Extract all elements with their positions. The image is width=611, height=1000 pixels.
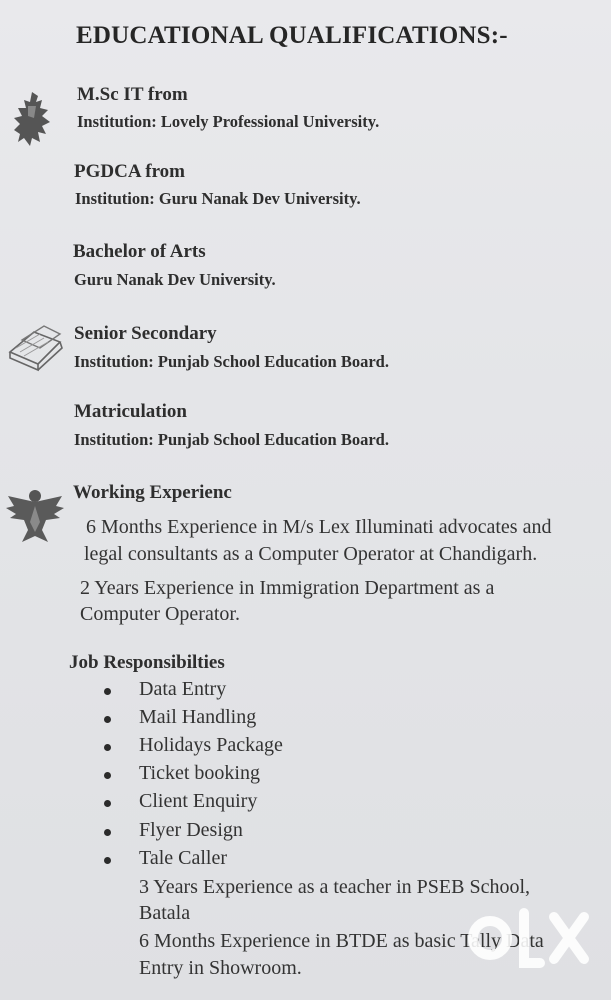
extra-line-2: Batala [139, 902, 191, 924]
responsibility-bullet [104, 688, 111, 695]
responsibility-item: Flyer Design [139, 819, 243, 841]
experience-line-3: 2 Years Experience in Immigration Department as a [80, 577, 495, 599]
extra-line-1: 3 Years Experience as a teacher in PSEB School, [139, 876, 531, 898]
extra-line-4: Entry in Showroom. [139, 957, 302, 979]
responsibility-item: Holidays Package [139, 734, 283, 756]
edu-detail-2: Institution: Guru Nanak Dev University. [75, 189, 361, 208]
edu-title-1: M.Sc IT from [77, 84, 188, 105]
experience-line-1: 6 Months Experience in M/s Lex Illuminati advocates and [86, 516, 552, 538]
edu-title-5: Matriculation [74, 401, 187, 422]
edu-title-2: PGDCA from [74, 161, 185, 182]
responsibility-bullet [104, 772, 111, 779]
responsibility-item: Mail Handling [139, 706, 257, 728]
responsibility-bullet [104, 716, 111, 723]
responsibility-bullet [104, 800, 111, 807]
experience-line-4: Computer Operator. [80, 603, 240, 625]
edu-title-3: Bachelor of Arts [73, 241, 206, 262]
olx-watermark-logo [466, 905, 592, 971]
edu-detail-4: Institution: Punjab School Education Board. [74, 352, 389, 371]
page-title: EDUCATIONAL QUALIFICATIONS:- [76, 22, 508, 49]
responsibilities-title: Job Responsibilties [69, 652, 225, 673]
lion-emblem-icon [8, 88, 58, 150]
responsibility-bullet [104, 744, 111, 751]
experience-title: Working Experienc [73, 482, 232, 503]
edu-detail-5: Institution: Punjab School Education Board. [74, 430, 389, 449]
edu-detail-3: Guru Nanak Dev University. [74, 270, 276, 289]
extra-line-3: 6 Months Experience in BTDE as basic Tally Data [139, 930, 544, 952]
responsibility-item: Client Enquiry [139, 790, 258, 812]
responsibility-bullet [104, 829, 111, 836]
eagle-emblem-icon [4, 482, 66, 548]
responsibility-item: Ticket booking [139, 762, 260, 784]
responsibility-bullet [104, 857, 111, 864]
responsibility-item: Data Entry [139, 678, 227, 700]
edu-detail-1: Institution: Lovely Professional University. [77, 112, 380, 131]
experience-line-2: legal consultants as a Computer Operator at Chandigarh. [84, 543, 538, 565]
books-icon [4, 322, 70, 372]
responsibility-item: Tale Caller [139, 847, 227, 869]
edu-title-4: Senior Secondary [74, 323, 217, 344]
